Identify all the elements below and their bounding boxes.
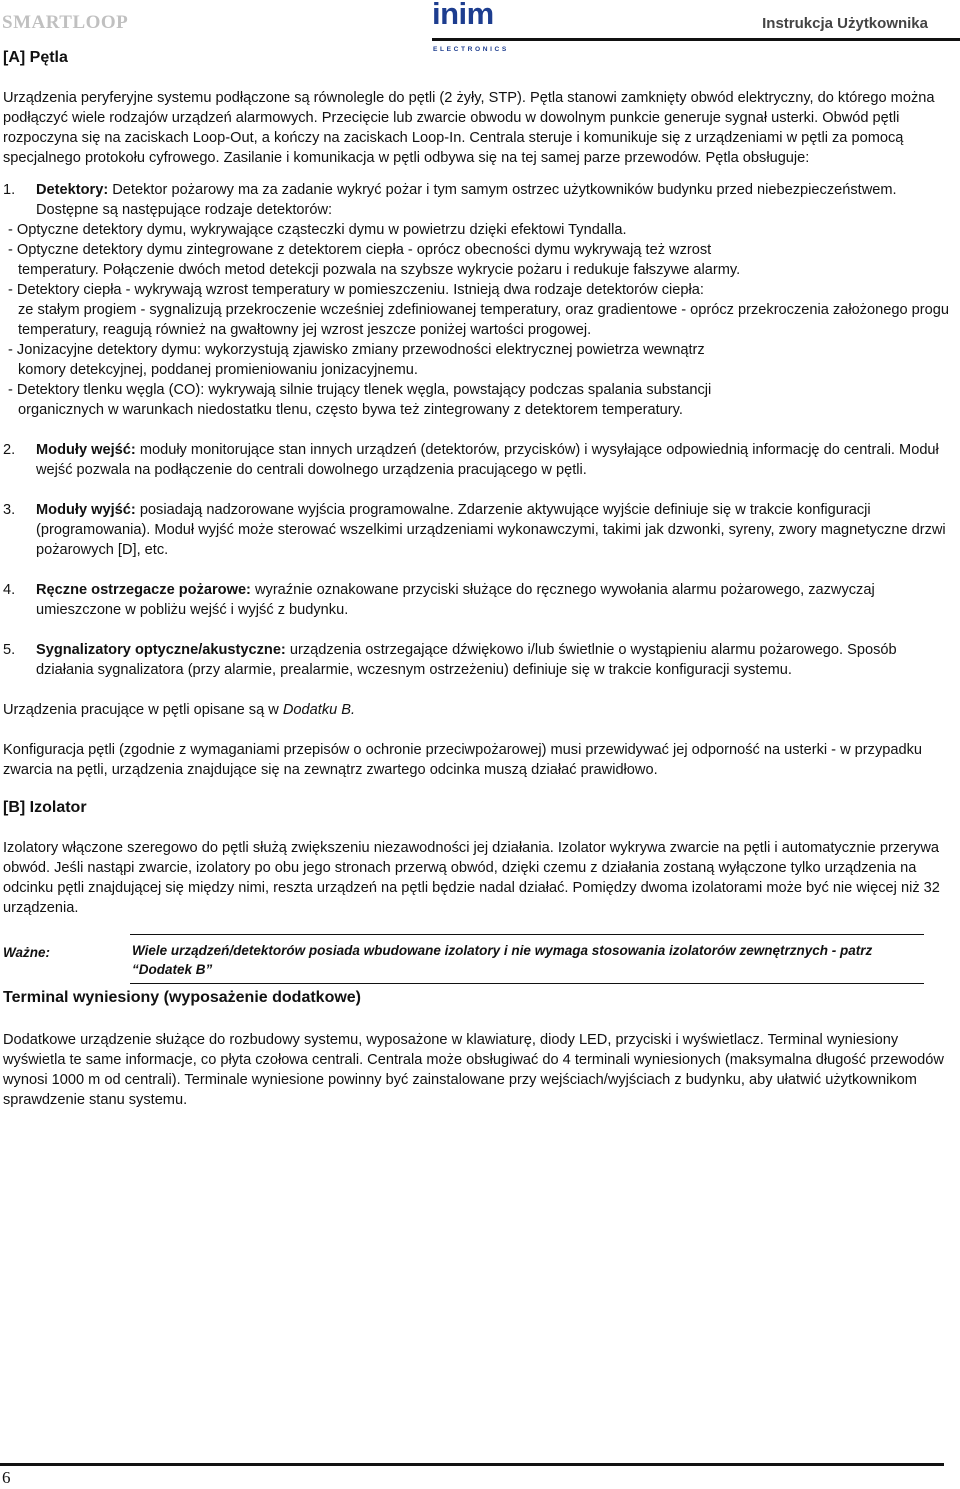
list-item-text: wyraźnie oznakowane przyciski służące do ręcznego wywołania alarmu pożarowego, zazwyczaj umieszczone w pobliżu wejść i wyjść z budynku. bbox=[36, 582, 875, 618]
list-item bbox=[8, 280, 958, 340]
list-item-title: Ręczne ostrzegacze pożarowe: bbox=[36, 582, 251, 598]
bullet-text: - Optyczne detektory dymu zintegrowane z detektorem ciepła - oprócz obecności dymu wykrywają też wzrost bbox=[8, 242, 712, 258]
note-box bbox=[130, 934, 924, 984]
list-item-number: 3. bbox=[3, 502, 16, 518]
list-item bbox=[8, 240, 958, 280]
bullet-continuation: ze stałym progiem - sygnalizują przekroczenie wcześniej zdefiniowanej temperatury, oraz gradientowe - oprócz przekroczenia założonego progu temperatury, reagują również na gwałtowny jej wzrost jeszcze poniżej wartości progowej. bbox=[18, 302, 949, 338]
inim-logo-sub: ELECTRONICS bbox=[433, 46, 509, 53]
bullet-continuation: temperatury. Połączenie dwóch metod detekcji pozwala na szybsze wykrycie pożaru i redukuje fałszywe alarmy. bbox=[18, 262, 741, 278]
bullet-continuation: komory detekcyjnej, poddanej promieniowaniu jonizacyjnemu. bbox=[18, 362, 418, 378]
bullet-text: - Detektory ciepła - wykrywają wzrost temperatury w pomieszczeniu. Istnieją dwa rodzaje detektorów ciepła: bbox=[8, 282, 704, 298]
header-divider bbox=[432, 38, 960, 41]
page-header bbox=[0, 0, 960, 53]
devices-reference bbox=[0, 700, 958, 720]
terminal-text: Dodatkowe urządzenie służące do rozbudowy systemu, wyposażone w klawiaturę, diody LED, przyciski i wyświetlacz. Terminal wyniesiony wyświetla te same informacje, co płyta czołowa centrali. Centrala może obsługiwać do 4 terminali wyniesionych (maksymalna długość przewodów wynosi 1000 m od centrali). Terminale wyniesione powinny być zainstalowane przy wejściach/wyjściach z budynku, aby ułatwić użytkownikom sprawdzenie stanu systemu. bbox=[3, 1032, 944, 1108]
section-a-heading: [A] Pętla bbox=[3, 49, 68, 66]
bullet-text: - Detektory tlenku węgla (CO): wykrywają silnie trujący tlenek węgla, powstający podczas spalania substancji bbox=[8, 382, 712, 398]
detector-bullet-list bbox=[0, 220, 958, 420]
page-content bbox=[0, 48, 958, 1110]
bullet-continuation: organicznych w warunkach niedostatku tlenu, często bywa też zintegrowany z detektorem temperatury. bbox=[18, 402, 683, 418]
terminal-heading: Terminal wyniesiony (wyposażenie dodatkowe) bbox=[3, 989, 362, 1006]
list-item-number: 4. bbox=[3, 582, 16, 598]
list-item-detektory bbox=[0, 180, 958, 220]
inim-logo bbox=[432, 0, 512, 53]
list-item bbox=[8, 340, 958, 380]
list-item-title: Sygnalizatory optyczne/akustyczne: bbox=[36, 642, 286, 658]
header-title: Instrukcja Użytkownika bbox=[762, 15, 928, 32]
smartloop-logo: SMARTLOOP bbox=[2, 12, 129, 33]
section-b-heading: [B] Izolator bbox=[3, 799, 87, 816]
list-item-number: 5. bbox=[3, 642, 16, 658]
inim-logo-word: inim bbox=[432, 0, 494, 31]
bullet-text: - Optyczne detektory dymu, wykrywające cząsteczki dymu w powietrzu dzięki efektowi Tyndalla. bbox=[8, 222, 627, 238]
list-item-title: Moduły wyjść: bbox=[36, 502, 136, 518]
appendix-reference: Dodatku B. bbox=[282, 702, 356, 718]
list-item-moduly-wejsc bbox=[0, 440, 958, 480]
list-item-text: urządzenia ostrzegające dźwiękowo i/lub świetlnie o wystąpieniu alarmu pożarowego. Sposób działania sygnalizatora (przy alarmie, prealarmie, wczesnym ostrzeżeniu) definiuje się w trakcie konfiguracji systemu. bbox=[36, 642, 897, 678]
list-item-text: moduły monitorujące stan innych urządzeń (detektorów, przycisków) i wysyłające odpowiednią informację do centrali. Moduł wejść pozwala na podłączenie do centrali dowolnego urządzenia pracującego w pętli. bbox=[36, 442, 939, 478]
important-note bbox=[0, 934, 958, 982]
list-item-text: posiadają nadzorowane wyjścia programowalne. Zdarzenie aktywujące wyjście definiuje się w trakcie konfiguracji (programowania). Moduł wyjść może sterować wszelkimi urządzeniami wykonawczymi, takimi jak dzwonki, syreny, zwory magnetyczne drzwi pożarowych [D], etc. bbox=[36, 502, 946, 558]
page-number: 6 bbox=[2, 1468, 11, 1487]
list-item-title: Detektory: bbox=[36, 182, 109, 198]
section-a-intro: Urządzenia peryferyjne systemu podłączone są równolegle do pętli (2 żyły, STP). Pętla stanowi zamknięty obwód elektryczny, do którego można podłączyć wiele rodzajów urządzeń alarmowych. Przecięcie lub zwarcie obwodu w dowolnym punkcie generuje sygnał usterki. Obwód pętli rozpoczyna się na zaciskach Loop-Out, a kończy na zaciskach Loop-In. Centrala steruje i komunikuje się z urządzeniami w pętli za pomocą specjalnego protokołu cyfrowego. Zasilanie i komunikacja w pętli odbywa się na tej samej parze przewodów. Pętla obsługuje: bbox=[3, 90, 935, 166]
list-item-sygnalizatory bbox=[0, 640, 958, 680]
list-item bbox=[8, 380, 958, 420]
section-b-text: Izolatory włączone szeregowo do pętli służą zwiększeniu niezawodności jej działania. Izolator wykrywa zwarcie na pętli i automatycznie przerywa obwód. Jeśli nastąpi zwarcie, izolatory po obu jego stronach przerwą obwód, dzięki czemu z działania zostaną wyłączone tylko urządzenia na odcinku pętli znajdującej się między nimi, reszta urządzeń na pętli będzie nadal działać. Pomiędzy dwoma izolatorami może być nie więcej niż 32 urządzenia. bbox=[3, 840, 940, 916]
devices-reference-text: Urządzenia pracujące w pętli opisane są w bbox=[3, 702, 279, 718]
list-item-moduly-wyjsc bbox=[0, 500, 958, 560]
bullet-text: - Jonizacyjne detektory dymu: wykorzystują zjawisko zmiany przewodności elektrycznej powietrza wewnątrz bbox=[8, 342, 705, 358]
list-item-number: 2. bbox=[3, 442, 16, 458]
list-item-text: Detektor pożarowy ma za zadanie wykryć pożar i tym samym ostrzec użytkowników budynku przed niebezpieczeństwem. Dostępne są następujące rodzaje detektorów: bbox=[36, 182, 897, 218]
list-item-number: 1. bbox=[3, 182, 16, 198]
footer-divider bbox=[0, 1463, 944, 1466]
list-item-title: Moduły wejść: bbox=[36, 442, 136, 458]
loop-configuration-text: Konfiguracja pętli (zgodnie z wymaganiami przepisów o ochronie przeciwpożarowej) musi przewidywać jej odporność na usterki - w przypadku zwarcia na pętli, urządzenia znajdujące się na zewnątrz zwartego odcinka muszą działać prawidłowo. bbox=[3, 742, 923, 778]
note-text: Wiele urządzeń/detektorów posiada wbudowane izolatory i nie wymaga stosowania izolatorów zewnętrznych - patrz “Dodatek B” bbox=[132, 943, 873, 977]
list-item-reczne-ostrzegacze bbox=[0, 580, 958, 620]
note-label: Ważne: bbox=[3, 945, 51, 960]
list-item bbox=[8, 220, 958, 240]
